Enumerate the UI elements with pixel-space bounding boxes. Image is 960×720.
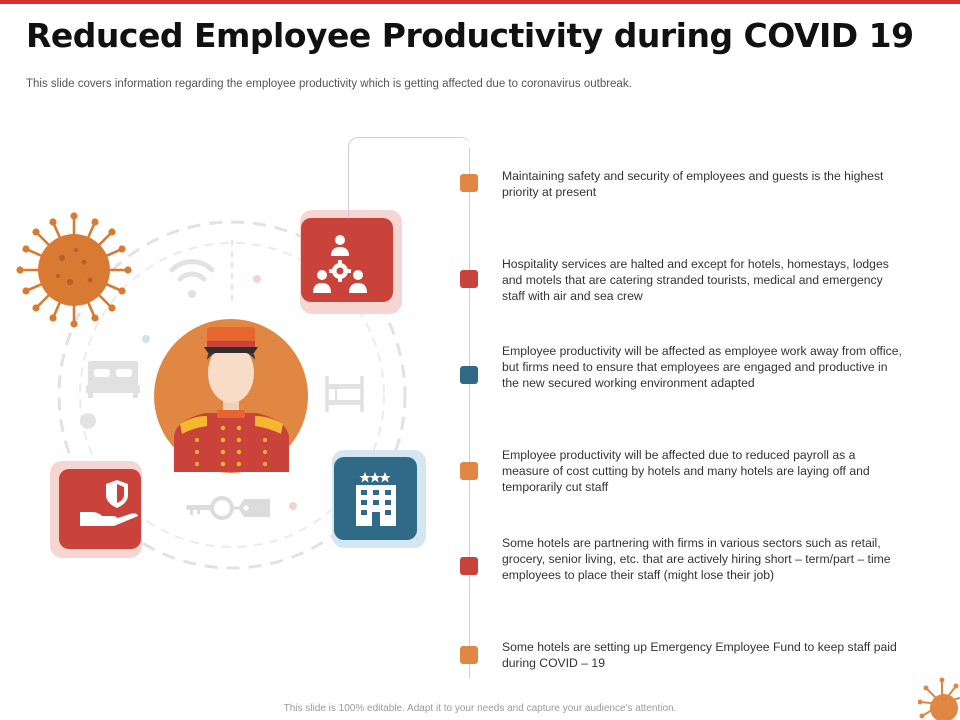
bullet-marker [460, 557, 478, 575]
point-text: Some hotels are partnering with firms in various sectors such as retail, grocery, senior living, etc. that are actively hiring short – term/part – time employees to place their staff (might lose their job) [502, 536, 891, 582]
point-text: Hospitality services are halted and except for hotels, homestays, lodges and motels that are catering stranded tourists, medical and emergency staff with air and sea crew [502, 257, 889, 303]
point-text: Employee productivity will be affected as employee work away from office, but firms need to ensure that employees are engaged and productive in the new secured working environment adapted [502, 344, 902, 390]
timeline-connector [348, 137, 471, 218]
timeline-line [469, 148, 470, 678]
bunk-bed-icon [327, 376, 362, 412]
team-settings-icon [300, 210, 402, 314]
top-accent-bar [0, 0, 960, 4]
bullet-marker [460, 270, 478, 288]
bullet-marker [460, 174, 478, 192]
bellboy-avatar [154, 319, 308, 473]
point-text: Maintaining safety and security of employees and guests is the highest priority at present [502, 169, 884, 199]
slide-subtitle: This slide covers information regarding the employee productivity which is getting affected due to coronavirus outbreak. [26, 78, 632, 90]
hand-shield-icon [50, 461, 142, 558]
key-icon [186, 498, 270, 518]
virus-corner-icon [918, 676, 960, 720]
point-text: Some hotels are setting up Emergency Employee Fund to keep staff paid during COVID – 19 [502, 640, 897, 670]
point-text: Employee productivity will be affected due to reduced payroll as a measure of cost cutting by hotels and many hotels are laying off and temporarily cut staff [502, 448, 870, 494]
bed-icon [86, 361, 140, 398]
decor-dot [289, 502, 297, 510]
decor-dot [142, 335, 150, 343]
hotel-building-icon [332, 450, 426, 548]
footer-note: This slide is 100% editable. Adapt it to your needs and capture your audience's attention. [283, 703, 677, 714]
virus-icon [16, 212, 131, 327]
decor-dot [253, 275, 261, 283]
decor-dot [80, 413, 96, 429]
bullet-marker [460, 646, 478, 664]
slide-title: Reduced Employee Productivity during COVID 19 [26, 16, 914, 55]
wifi-icon [172, 262, 212, 298]
bullet-marker [460, 366, 478, 384]
bullet-marker [460, 462, 478, 480]
